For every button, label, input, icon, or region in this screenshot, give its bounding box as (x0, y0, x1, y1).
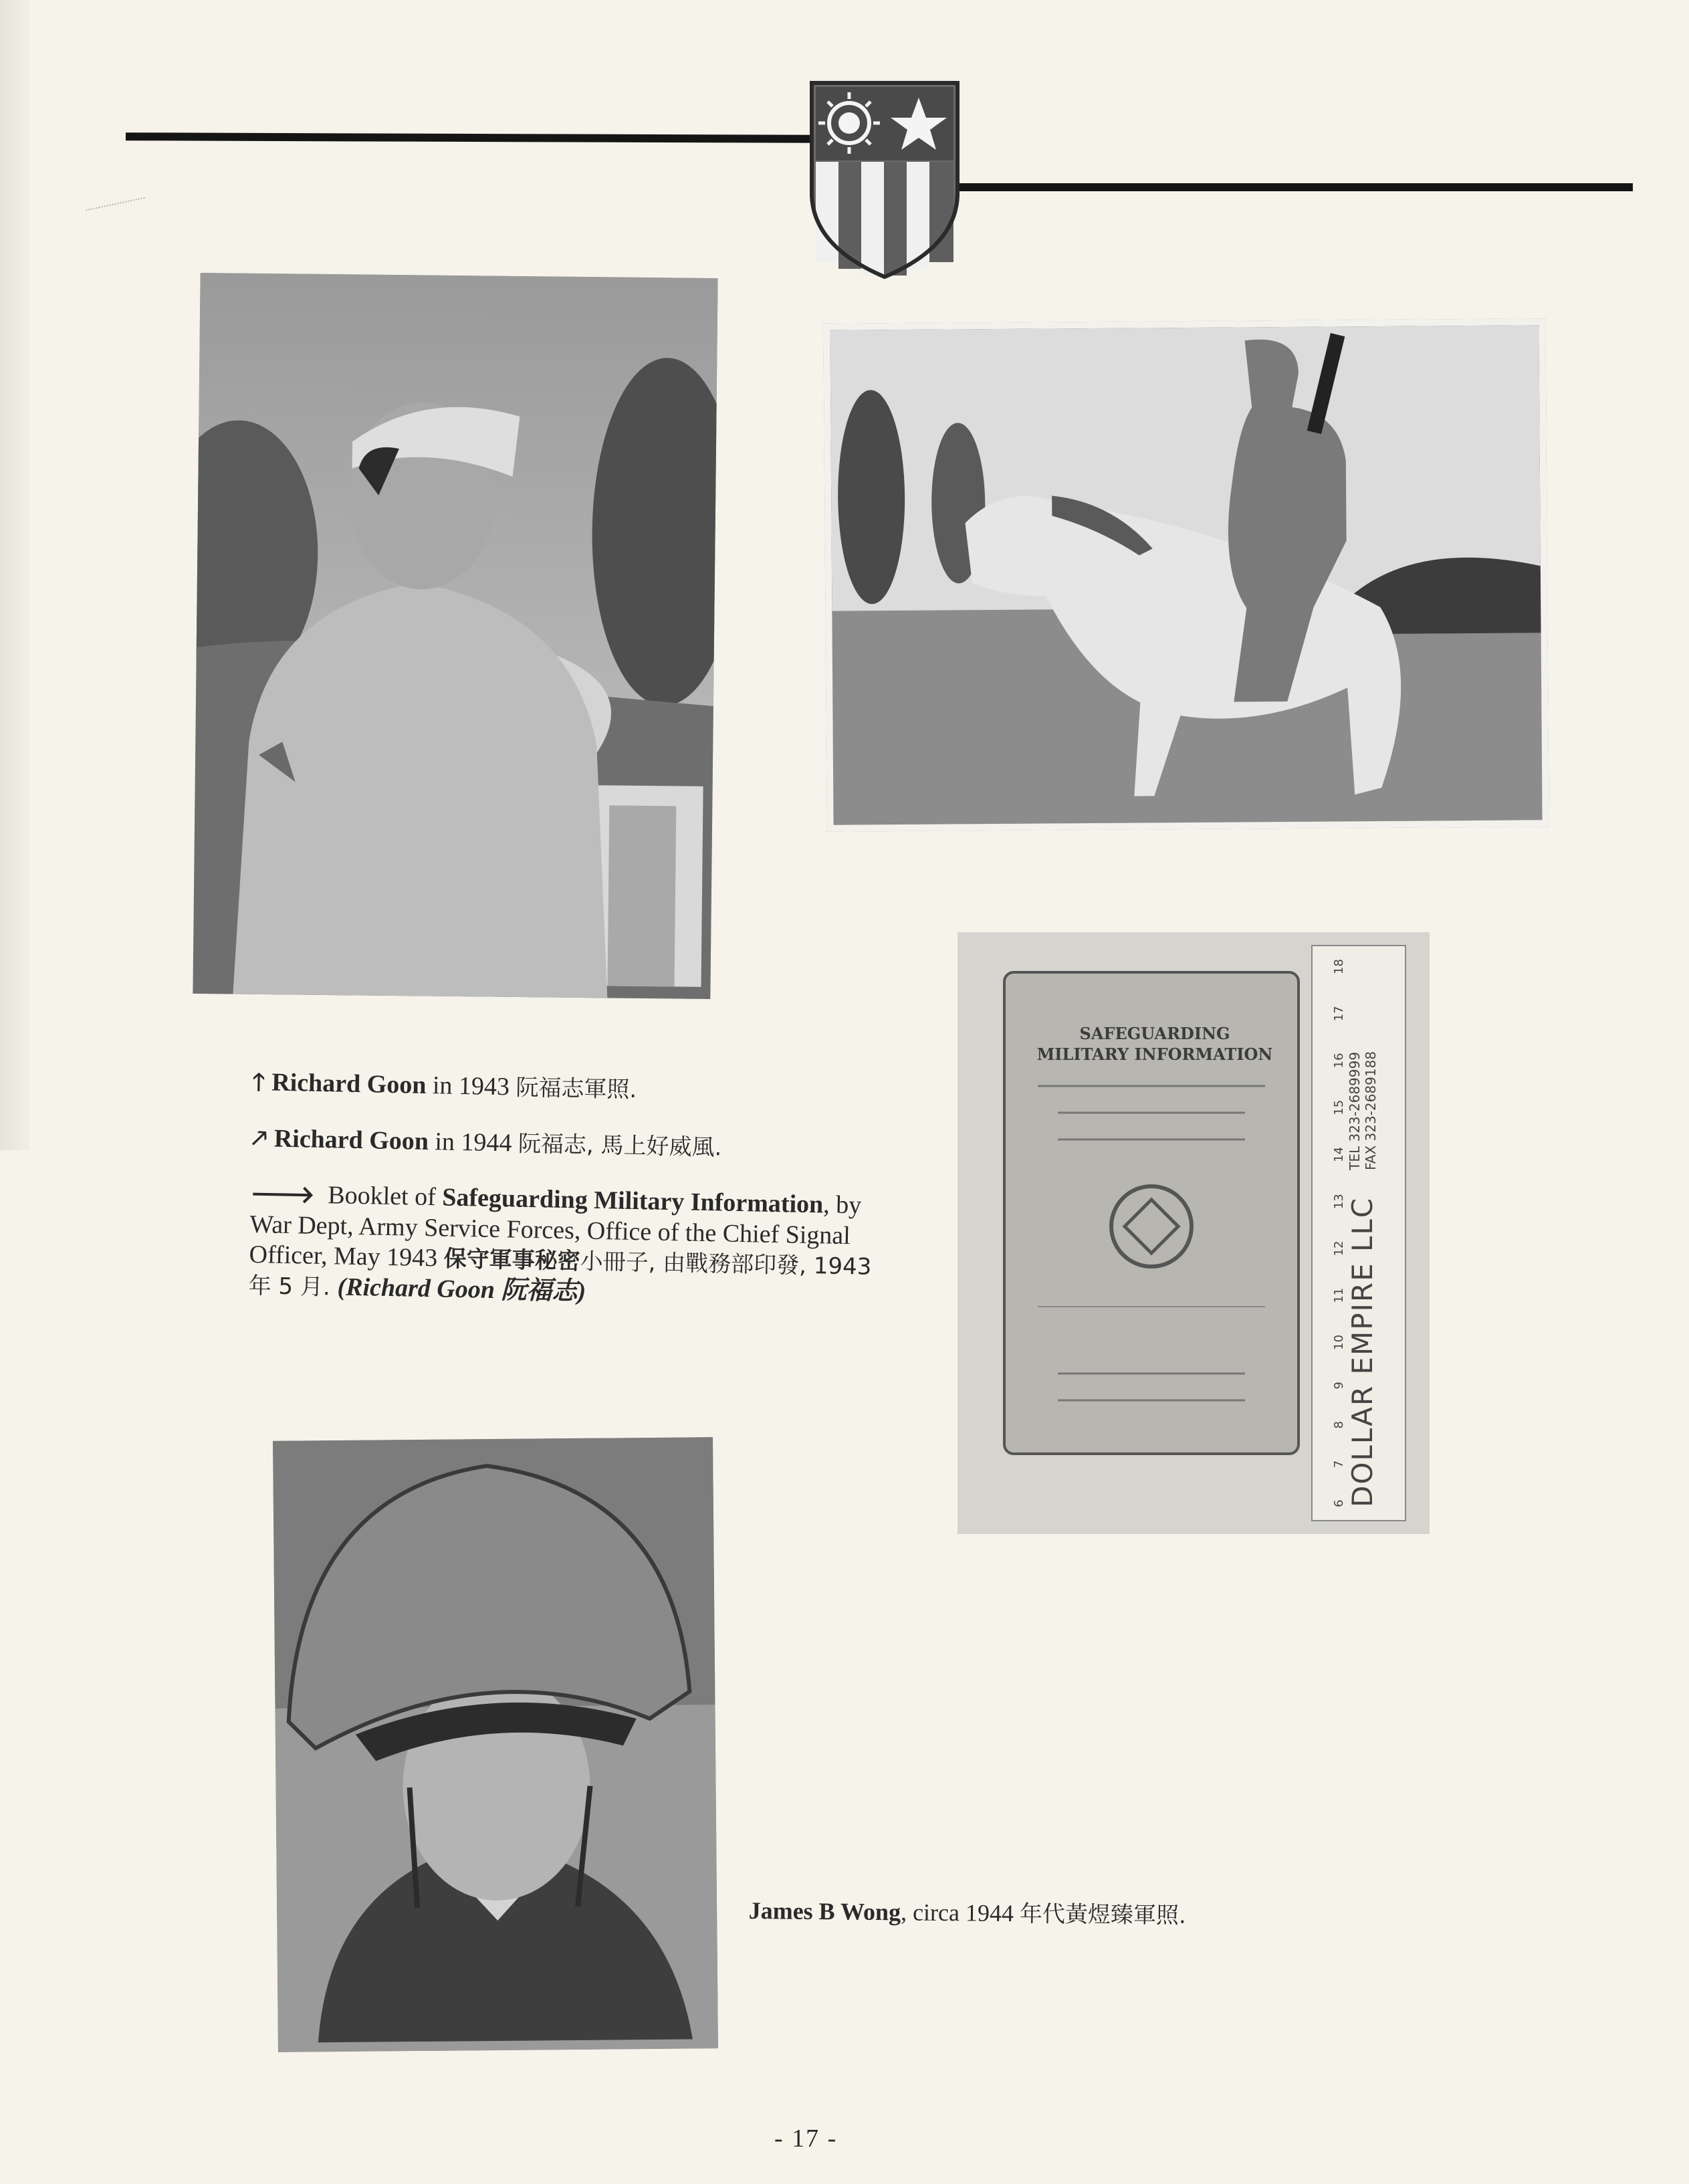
caption-credit: (Richard Goon 阮福志) (337, 1273, 586, 1306)
header-rule-right (958, 183, 1633, 191)
caption-block (248, 1067, 901, 1339)
ruler-tick-label: 14 (1332, 1147, 1346, 1162)
caption-text: , circa 1944 (900, 1898, 1020, 1927)
scan-mark (86, 197, 146, 215)
caption-zh: 小冊子, 由戰務部印發, 1943 年 5 月. (248, 1248, 872, 1301)
caption-name: Richard Goon (273, 1124, 429, 1156)
ruler-tick-label: 16 (1332, 1053, 1346, 1069)
caption-booklet (248, 1179, 899, 1313)
ruler-tick-label: 11 (1332, 1287, 1346, 1303)
ruler-tick-label: 12 (1332, 1240, 1346, 1257)
ruler-fax: FAX 323-2689188 (1362, 1051, 1379, 1170)
arrow-up-icon: 🡑 (252, 1068, 265, 1097)
caption-text: in 1944 (428, 1127, 519, 1158)
caption-body: , by War Dept, Army Service Forces, Office of the Chief Signal Officer, May 1943 (249, 1190, 862, 1273)
photo-booklet-with-ruler (958, 932, 1430, 1534)
ruler-tick-label: 8 (1332, 1420, 1346, 1429)
booklet-title (1011, 1023, 1299, 1065)
ruler-tick-label: 13 (1332, 1194, 1346, 1210)
caption-booklet-title: Safeguarding Military Information (441, 1183, 824, 1219)
ruler-tick-label: 7 (1332, 1460, 1346, 1468)
ruler-tick-label: 9 (1332, 1382, 1346, 1390)
arrow-right-icon: 🡒 (249, 1180, 316, 1210)
ruler-text (1332, 932, 1379, 1507)
booklet-title-line1: SAFEGUARDING (1079, 1024, 1230, 1043)
photo-richard-goon-1944-horse (823, 318, 1549, 832)
caption-zh: 阮福志, 馬上好威風. (518, 1130, 722, 1162)
photo-james-b-wong (273, 1437, 718, 2052)
header-rule-left (126, 132, 814, 143)
caption-richard-goon-1943 (252, 1067, 901, 1110)
ruler-tick-label: 17 (1332, 1006, 1346, 1022)
scan-gutter (0, 0, 29, 1150)
ruler-ticks (1332, 959, 1346, 1507)
caption-zh: 年代黃煜臻軍照. (1019, 1900, 1187, 1929)
caption-name: Richard Goon (271, 1068, 427, 1099)
ruler-brand: DOLLAR EMPIRE LLC (1346, 1196, 1379, 1507)
caption-richard-goon-1944 (251, 1123, 901, 1166)
caption-zh-bold: 保守軍事秘密 (443, 1245, 581, 1275)
booklet-title-line2: MILITARY INFORMATION (1036, 1045, 1273, 1065)
caption-name: James B Wong (748, 1896, 901, 1926)
caption-james-b-wong (748, 1892, 1186, 1930)
caption-pre: Booklet of (321, 1181, 443, 1212)
arrow-up-right-icon: 🡕 (251, 1124, 268, 1153)
ruler-tick-label: 6 (1332, 1499, 1346, 1507)
caption-text: in 1943 (426, 1071, 516, 1101)
page-number: - 17 - (774, 2124, 838, 2153)
ruler-tick-label: 10 (1332, 1334, 1346, 1350)
caption-zh: 阮福志軍照. (516, 1074, 637, 1104)
ruler-tel: TEL 323-2689999 (1346, 1052, 1363, 1170)
photo-richard-goon-1943 (193, 273, 717, 999)
ruler-tick-label: 18 (1332, 959, 1346, 974)
cbi-shoulder-patch (808, 79, 962, 280)
ruler-tick-label: 15 (1332, 1099, 1346, 1115)
